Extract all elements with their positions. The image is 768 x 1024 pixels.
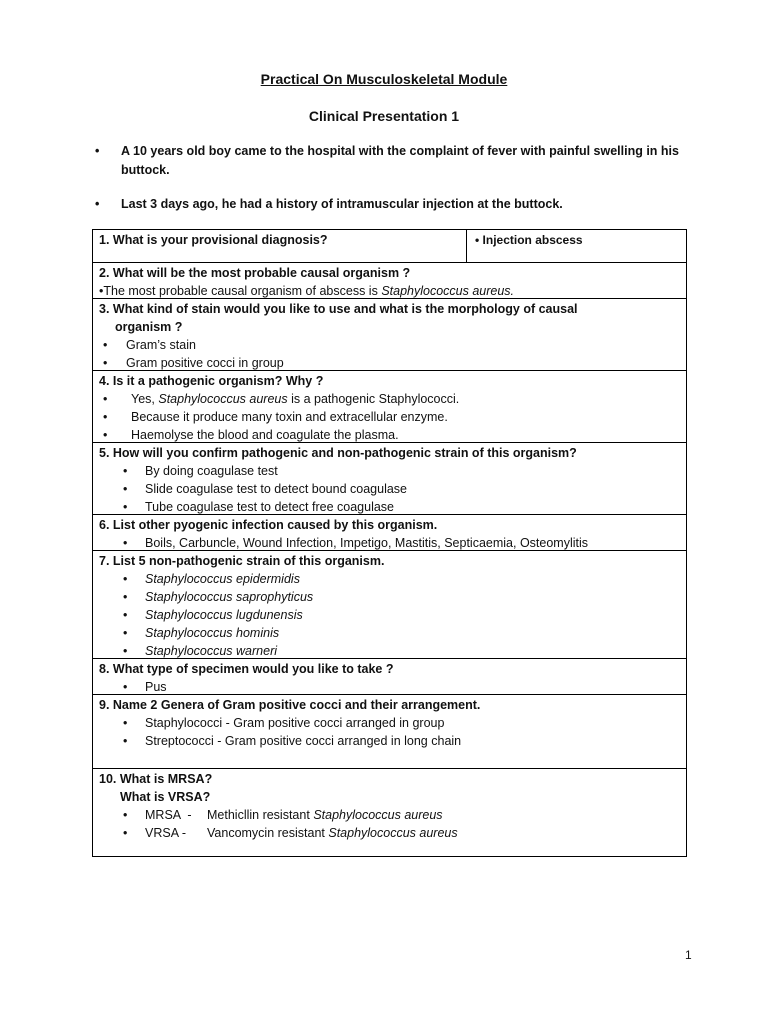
list-item: • Gram’s stain [103, 338, 196, 352]
question-row-2 [93, 262, 686, 298]
question-row-5 [93, 442, 686, 514]
question-10-line2: What is VRSA? [120, 790, 211, 804]
question-row-8 [93, 658, 686, 694]
list-item: • Staphylococcus lugdunensis [123, 608, 303, 622]
question-row-10 [93, 768, 686, 856]
question-9: 9. Name 2 Genera of Gram positive cocci and their arrangement. [99, 698, 481, 712]
question-8: 8. What type of specimen would you like to take ? [99, 662, 394, 676]
question-10-line1: 10. What is MRSA? [99, 772, 213, 786]
answer-1: • Injection abscess [475, 233, 583, 247]
question-row-3 [93, 298, 686, 370]
list-item: • Staphylococcus warneri [123, 644, 278, 658]
list-item: • Streptococci - Gram positive cocci arranged in long chain [123, 734, 462, 748]
intro-text: A 10 years old boy came to the hospital with the complaint of fever with painful swelling in his buttock. [121, 144, 679, 177]
question-3-line2: organism ? [115, 320, 183, 334]
list-item: • Staphylococci - Gram positive cocci arranged in group [123, 716, 445, 730]
document-subtitle: Clinical Presentation 1 [308, 108, 460, 124]
list-item: • Because it produce many toxin and extracellular enzyme. [103, 410, 448, 424]
list-item: • Slide coagulase test to detect bound coagulase [123, 482, 407, 496]
question-row-9 [93, 694, 686, 768]
question-2: 2. What will be the most probable causal organism ? [99, 266, 411, 280]
question-7: 7. List 5 non-pathogenic strain of this organism. [99, 554, 385, 568]
question-row-1 [93, 230, 686, 262]
intro-text: Last 3 days ago, he had a history of intramuscular injection at the buttock. [121, 197, 563, 211]
list-item: • By doing coagulase test [123, 464, 278, 478]
question-6: 6. List other pyogenic infection caused by this organism. [99, 518, 438, 532]
list-item: • Staphylococcus saprophyticus [123, 590, 314, 604]
question-4: 4. Is it a pathogenic organism? Why ? [99, 374, 324, 388]
question-row-7 [93, 550, 686, 658]
list-item: • Staphylococcus epidermidis [123, 572, 300, 586]
bullet: • [95, 144, 100, 158]
bullet: • [95, 197, 100, 211]
document-title: Practical On Musculoskeletal Module [260, 71, 508, 87]
page-number: 1 [685, 948, 692, 962]
question-table [92, 229, 687, 857]
question-row-4 [93, 370, 686, 442]
answer-2-organism: Staphylococcus aureus. [381, 284, 515, 298]
question-5: 5. How will you confirm pathogenic and non-pathogenic strain of this organism? [99, 446, 577, 460]
list-item: • VRSA - Vancomycin resistant Staphylococcus aureus [123, 826, 458, 840]
list-item: • Gram positive cocci in group [103, 356, 284, 370]
answer-2-text: •The most probable causal organism of abscess is [99, 284, 378, 298]
list-item: • Haemolyse the blood and coagulate the plasma. [103, 428, 399, 442]
list-item: • Boils, Carbuncle, Wound Infection, Impetigo, Mastitis, Septicaemia, Osteomylitis [123, 536, 589, 550]
intro-item [95, 142, 695, 180]
intro-item [95, 195, 695, 214]
list-item: • Staphylococcus hominis [123, 626, 280, 640]
list-item: • Yes, Staphylococcus aureus is a pathogenic Staphylococci. [103, 392, 460, 406]
question-1: 1. What is your provisional diagnosis? [93, 230, 467, 262]
list-item: • Pus [123, 680, 167, 694]
list-item: • Tube coagulase test to detect free coagulase [123, 500, 395, 514]
question-3-line1: 3. What kind of stain would you like to use and what is the morphology of causal [99, 302, 578, 316]
question-row-6 [93, 514, 686, 550]
list-item: • MRSA - Methicllin resistant Staphylococcus aureus [123, 808, 443, 822]
